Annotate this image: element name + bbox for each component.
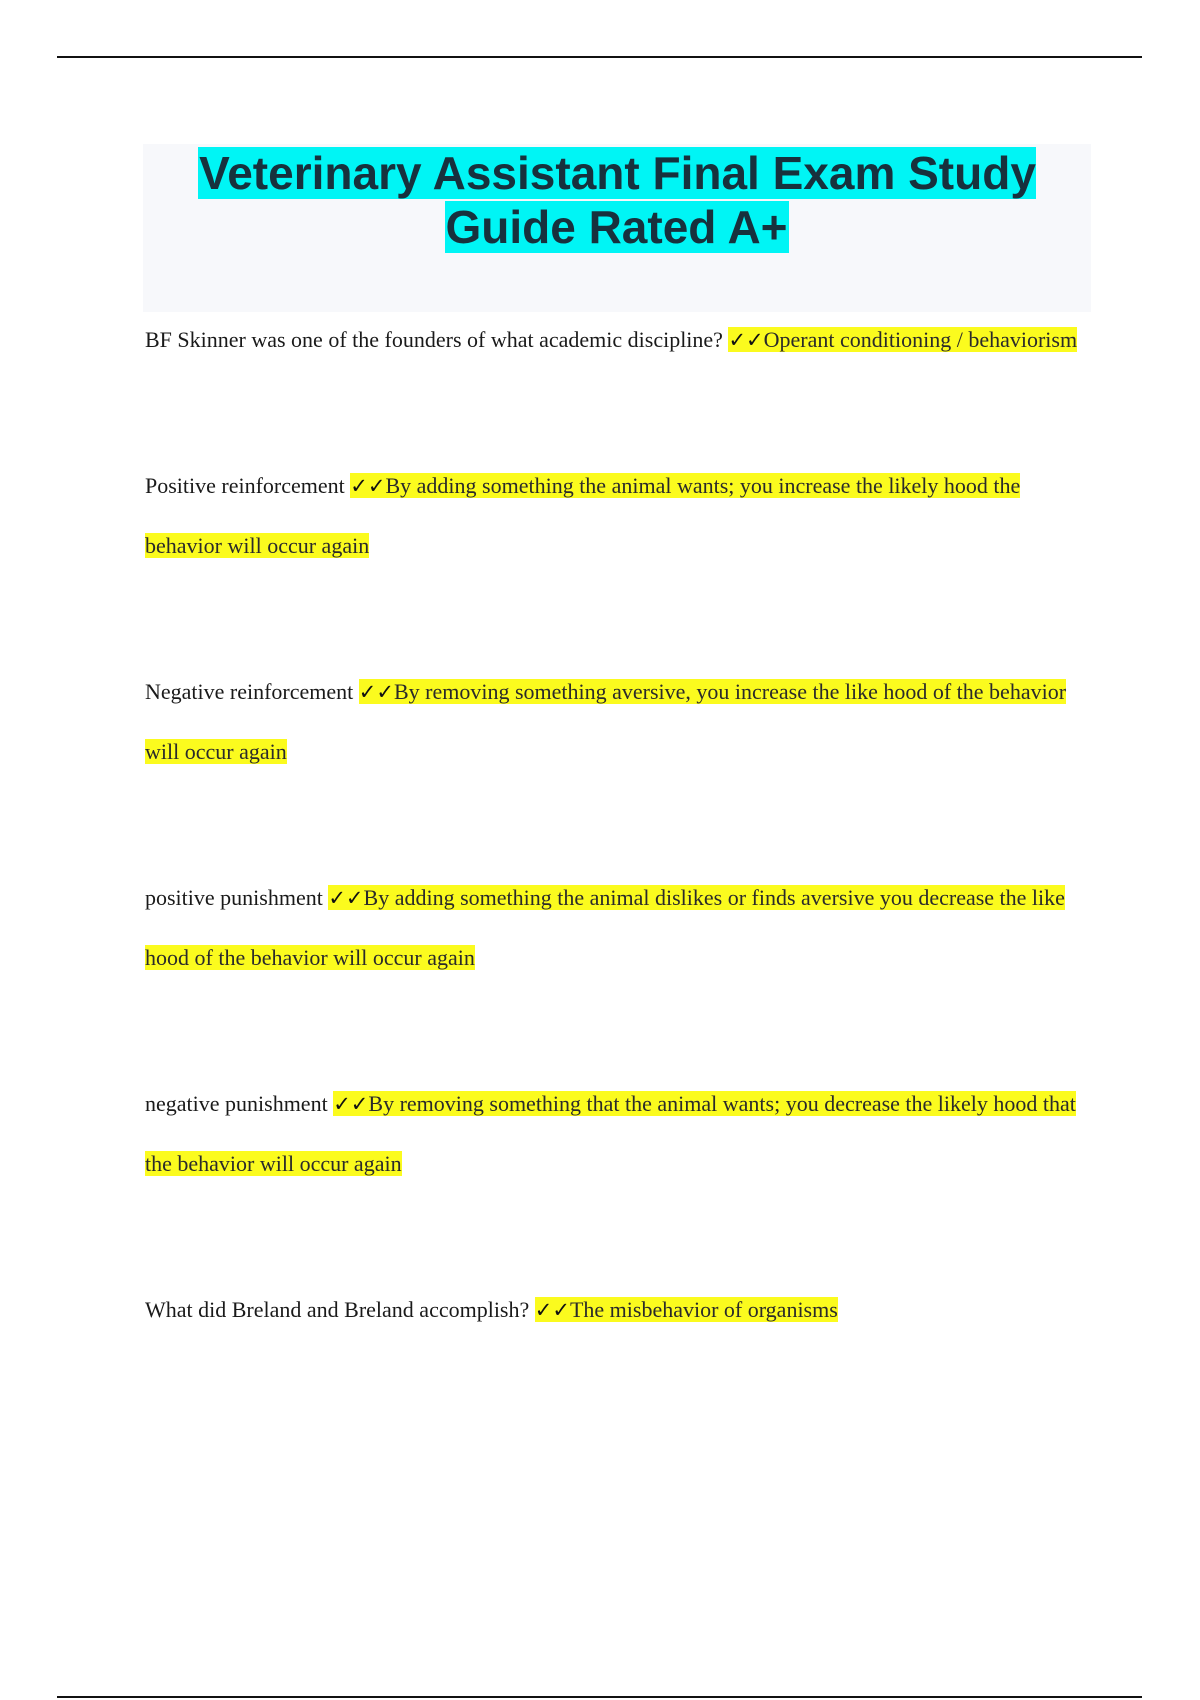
- answer-text: By adding something the animal dislikes or finds aversive you decrease the like hood of the behavior will occur again: [145, 885, 1065, 970]
- qa-item-5: [145, 1074, 1085, 1194]
- double-check-icon: ✓✓: [358, 680, 394, 704]
- answer-text: By removing something that the animal wants; you decrease the likely hood that the behavior will occur again: [145, 1091, 1076, 1176]
- qa-item-1: [145, 310, 1085, 370]
- top-rule: [57, 56, 1142, 58]
- answer-text: By adding something the animal wants; you increase the likely hood the behavior will occur again: [145, 473, 1021, 558]
- qa-item-3: [145, 662, 1085, 782]
- bottom-rule: [57, 1696, 1142, 1698]
- question-text: negative punishment: [145, 1091, 328, 1116]
- answer-highlight: [535, 1297, 838, 1322]
- question-text: What did Breland and Breland accomplish?: [145, 1297, 530, 1322]
- double-check-icon: ✓✓: [728, 328, 764, 352]
- answer-highlight: [728, 327, 1077, 352]
- page-title: [143, 144, 1091, 254]
- double-check-icon: ✓✓: [350, 474, 386, 498]
- question-text: Positive reinforcement: [145, 473, 345, 498]
- question-text: BF Skinner was one of the founders of what academic discipline?: [145, 327, 723, 352]
- answer-text: Operant conditioning / behaviorism: [763, 327, 1078, 352]
- double-check-icon: ✓✓: [328, 886, 364, 910]
- study-guide-content: [145, 310, 1085, 1426]
- double-check-icon: ✓✓: [333, 1092, 369, 1116]
- qa-item-6: [145, 1280, 1085, 1340]
- answer-text: The misbehavior of organisms: [569, 1297, 838, 1322]
- qa-item-2: [145, 456, 1085, 576]
- page-title-text: Veterinary Assistant Final Exam Study Guide Rated A+: [199, 147, 1036, 253]
- question-text: Negative reinforcement: [145, 679, 354, 704]
- question-text: positive punishment: [145, 885, 323, 910]
- title-block: [143, 144, 1091, 312]
- double-check-icon: ✓✓: [534, 1298, 570, 1322]
- answer-text: By removing something aversive, you increase the like hood of the behavior will occur again: [145, 679, 1067, 764]
- qa-item-4: [145, 868, 1085, 988]
